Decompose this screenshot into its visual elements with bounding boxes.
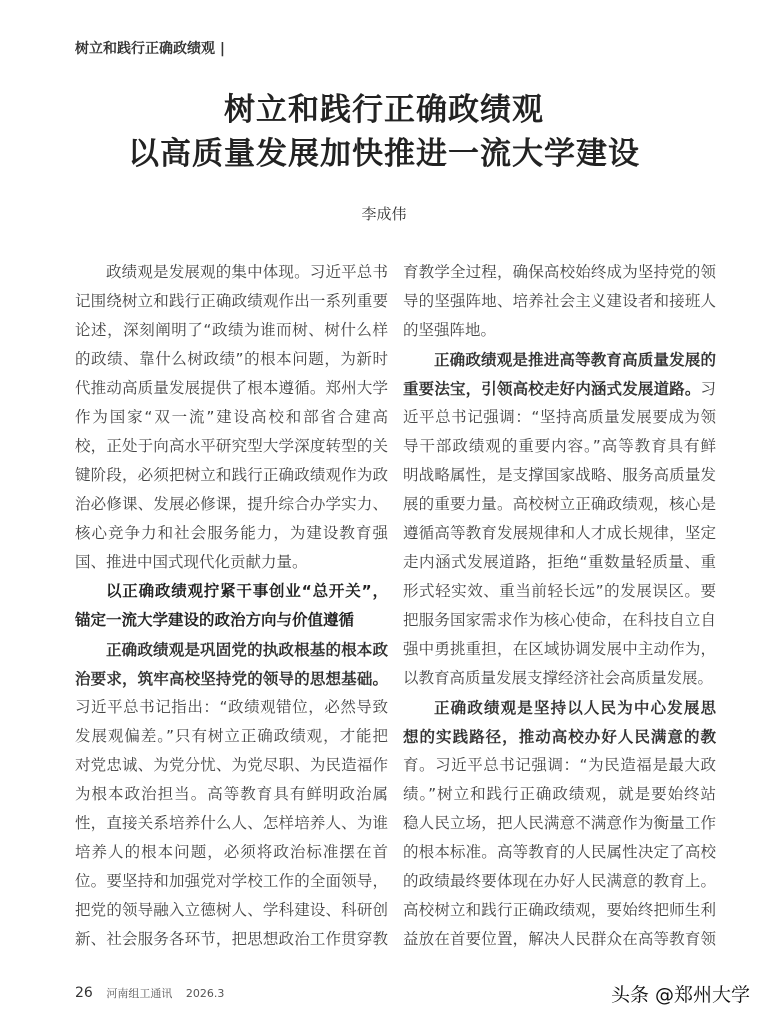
line-text: 明战略属性，是支撑国家战略、服务高质量发 bbox=[403, 466, 716, 484]
line-text: 绩。”树立和践行正确政绩观，就是要始终站 bbox=[403, 785, 716, 803]
title-line-1: 树立和践行正确政绩观 bbox=[224, 92, 544, 128]
text-line bbox=[75, 722, 388, 751]
line-text: 新、社会服务各环节，把思想政治工作贯穿教 bbox=[75, 930, 388, 948]
text-line bbox=[403, 490, 716, 519]
text-line bbox=[75, 432, 388, 461]
lead-sentence: 正确政绩观是巩固党的执政根基的根本政 bbox=[106, 640, 388, 659]
text-line bbox=[403, 896, 716, 925]
text-line bbox=[75, 693, 388, 722]
line-text: 作为国家“双一流”建设高校和部省合建高 bbox=[75, 408, 388, 426]
text-line bbox=[403, 577, 716, 606]
text-line bbox=[75, 606, 388, 635]
line-text: 育教学全过程，确保高校始终成为坚持党的领 bbox=[403, 263, 716, 281]
line-text: 记围绕树立和践行正确政绩观作出一系列重要 bbox=[75, 292, 388, 310]
column-left bbox=[75, 258, 388, 954]
line-text: 治必修课、发展必修课，提升综合办学实力、 bbox=[75, 495, 388, 513]
lead-sentence: 正确政绩观是推进高等教育高质量发展的 bbox=[434, 350, 716, 369]
line-text: 高校树立和践行正确政绩观，要始终把师生利 bbox=[403, 901, 716, 919]
line-text: 政绩观是发展观的集中体现。习近平总书 bbox=[106, 263, 388, 281]
text-line bbox=[75, 896, 388, 925]
lead-sentence: 重要法宝，引领高校走好内涵式发展道路。 bbox=[403, 379, 701, 398]
text-line bbox=[403, 403, 716, 432]
line-text: 习 bbox=[700, 380, 716, 398]
text-line bbox=[403, 693, 716, 722]
line-text: 益放在首要位置，解决人民群众在高等教育领 bbox=[403, 930, 716, 948]
line-text: 国、推进中国式现代化贡献力量。 bbox=[75, 553, 308, 571]
author: 李成伟 bbox=[361, 205, 407, 223]
line-text: 稳人民立场，把人民满意不满意作为衡量工作 bbox=[403, 814, 716, 832]
text-line bbox=[403, 780, 716, 809]
line-text: 校，正处于向高水平研究型大学深度转型的关 bbox=[75, 437, 388, 455]
line-text: 锚定一流大学建设的政治方向与价值遵循 bbox=[75, 611, 355, 629]
text-line bbox=[75, 258, 388, 287]
text-line bbox=[403, 664, 716, 693]
paragraph bbox=[75, 635, 388, 954]
line-text: 键阶段，必须把树立和践行正确政绩观作为政 bbox=[75, 466, 388, 484]
line-text: 代推动高质量发展提供了根本遵循。郑州大学 bbox=[75, 379, 388, 397]
footer bbox=[75, 985, 224, 1001]
text-line bbox=[75, 316, 388, 345]
text-line bbox=[403, 867, 716, 896]
line-text: 性，直接关系培养什么人、怎样培养人、为谁 bbox=[75, 814, 388, 832]
line-text: 核心竞争力和社会服务能力，为建设教育强 bbox=[75, 524, 388, 542]
line-text: 发展观偏差。”只有树立正确政绩观，才能把 bbox=[75, 727, 388, 745]
text-line bbox=[403, 345, 716, 374]
title-line-2: 以高质量发展加快推进一流大学建设 bbox=[128, 136, 640, 172]
line-text: 为根本政治担当。高等教育具有鲜明政治属 bbox=[75, 785, 388, 803]
text-line bbox=[403, 519, 716, 548]
text-line bbox=[75, 548, 388, 577]
text-line bbox=[75, 751, 388, 780]
line-text: 育。习近平总书记强调：“为民造福是最大政 bbox=[403, 756, 716, 774]
text-line bbox=[403, 287, 716, 316]
line-text: 培养人的根本问题，必须将政治标准摆在首 bbox=[75, 843, 388, 861]
text-line bbox=[75, 809, 388, 838]
text-line bbox=[403, 606, 716, 635]
issue: 2026.3 bbox=[185, 987, 225, 1000]
line-text: 导的坚强阵地、培养社会主义建设者和接班人 bbox=[403, 292, 716, 310]
text-line bbox=[75, 838, 388, 867]
magazine-name: 河南组工通讯 bbox=[106, 987, 173, 1000]
paragraph bbox=[403, 693, 716, 954]
line-text: 位。要坚持和加强党对学校工作的全面领导， bbox=[75, 872, 388, 890]
text-line bbox=[403, 461, 716, 490]
line-text: 论述，深刻阐明了“政绩为谁而树、树什么样 bbox=[75, 321, 388, 339]
line-text: 走内涵式发展道路，拒绝“重数量轻质量、重 bbox=[403, 553, 716, 571]
column-right bbox=[403, 258, 716, 954]
article-title bbox=[0, 88, 768, 176]
line-text: 以正确政绩观拧紧干事创业“总开关”， bbox=[106, 582, 388, 600]
line-text: 遵循高等教育发展规律和人才成长规律，坚定 bbox=[403, 524, 716, 542]
paragraph bbox=[75, 258, 388, 577]
text-line bbox=[403, 809, 716, 838]
text-line bbox=[75, 490, 388, 519]
line-text: 的政绩最终要体现在办好人民满意的教育上。 bbox=[403, 872, 716, 890]
line-text: 的政绩、靠什么树政绩”的根本问题，为新时 bbox=[75, 350, 388, 368]
text-line bbox=[403, 374, 716, 403]
text-line bbox=[75, 635, 388, 664]
line-text: 强中勇挑重担，在区域协调发展中主动作为， bbox=[403, 640, 716, 658]
text-line bbox=[75, 519, 388, 548]
watermark: 头条 @郑州大学 bbox=[610, 984, 750, 1006]
text-line bbox=[75, 403, 388, 432]
line-text: 把服务国家需求作为核心使命，在科技自立自 bbox=[403, 611, 716, 629]
text-line bbox=[403, 838, 716, 867]
text-line bbox=[403, 432, 716, 461]
text-line bbox=[75, 577, 388, 606]
text-line bbox=[75, 664, 388, 693]
lead-sentence: 想的实践路径，推动高校办好人民满意的教 bbox=[403, 727, 716, 746]
line-text: 展的重要力量。高校树立正确政绩观，核心是 bbox=[403, 495, 716, 513]
line-text: 的坚强阵地。 bbox=[403, 321, 497, 339]
line-text: 导干部政绩观的重要内容。”高等教育具有鲜 bbox=[403, 437, 716, 455]
text-line bbox=[75, 925, 388, 954]
text-line bbox=[75, 374, 388, 403]
line-text: 的根本标准。高等教育的人民属性决定了高校 bbox=[403, 843, 716, 861]
text-line bbox=[403, 316, 716, 345]
section-heading bbox=[75, 577, 388, 635]
lead-sentence: 正确政绩观是坚持以人民为中心发展思 bbox=[434, 698, 716, 717]
text-line bbox=[75, 345, 388, 374]
paragraph bbox=[403, 345, 716, 693]
text-line bbox=[75, 780, 388, 809]
text-line bbox=[403, 722, 716, 751]
line-text: 对党忠诚、为党分忧、为党尽职、为民造福作 bbox=[75, 756, 388, 774]
line-text: 以教育高质量发展支撑经济社会高质量发展。 bbox=[403, 669, 714, 687]
text-line bbox=[403, 258, 716, 287]
line-text: 习近平总书记指出：“政绩观错位，必然导致 bbox=[75, 698, 388, 716]
text-line bbox=[403, 925, 716, 954]
text-line bbox=[403, 751, 716, 780]
line-text: 近平总书记强调：“坚持高质量发展要成为领 bbox=[403, 408, 716, 426]
text-line bbox=[403, 548, 716, 577]
text-line bbox=[75, 287, 388, 316]
line-text: 把党的领导融入立德树人、学科建设、科研创 bbox=[75, 901, 388, 919]
line-text: 形式轻实效、重当前轻长远”的发展误区。要 bbox=[403, 582, 716, 600]
lead-sentence: 治要求，筑牢高校坚持党的领导的思想基础。 bbox=[75, 669, 388, 688]
running-head: 树立和践行正确政绩观 | bbox=[75, 41, 225, 57]
page-number: 26 bbox=[75, 985, 93, 1001]
text-line bbox=[403, 635, 716, 664]
text-line bbox=[75, 867, 388, 896]
text-line bbox=[75, 461, 388, 490]
paragraph bbox=[403, 258, 716, 345]
